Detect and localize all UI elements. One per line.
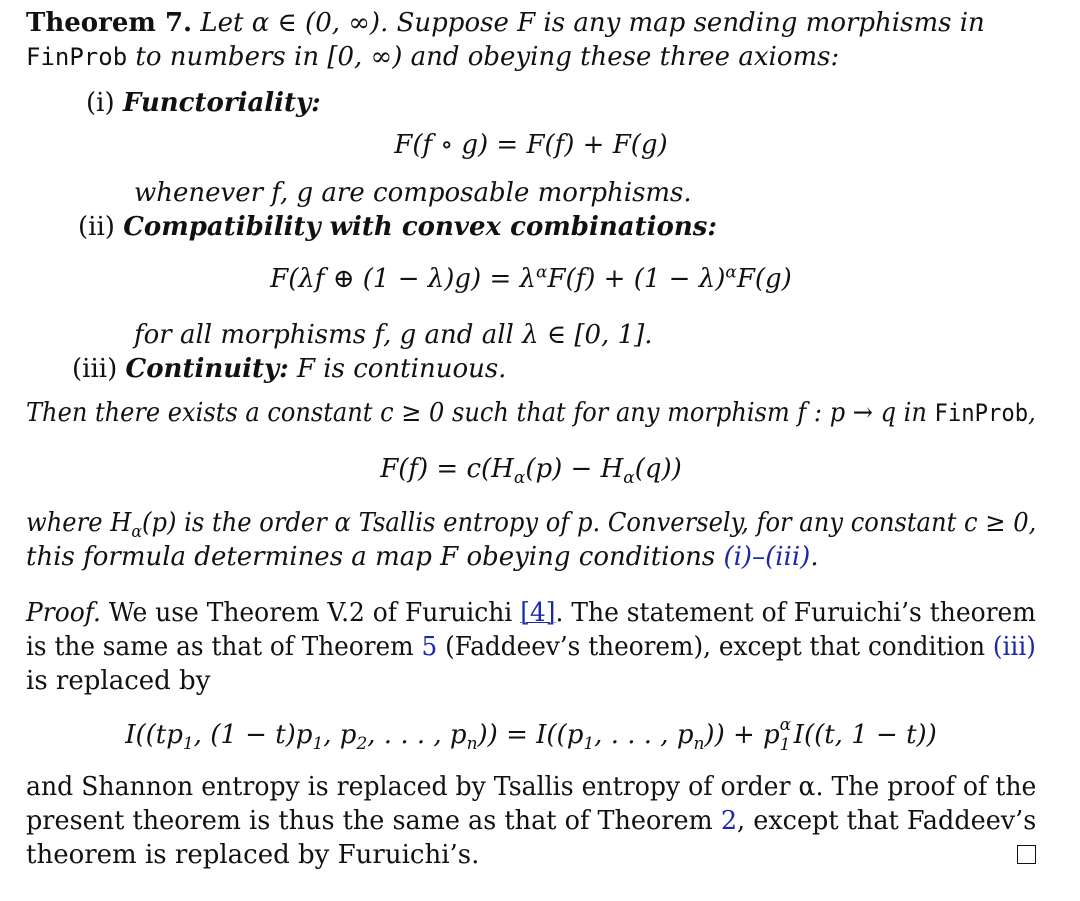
condition-iii-link[interactable]: (iii) [992,632,1036,662]
qed-square-icon [1017,845,1036,864]
theorem-line-2 [26,40,839,74]
equation-functoriality: F(f ∘ g) = F(f) + F(g) [394,130,668,160]
eq4-part: I((tp [125,720,183,750]
where-text: (p) is the order α Tsallis entropy of p. Conversely, for any constant c ≥ 0, [142,508,1037,538]
where-sub: α [131,522,143,543]
theorem-2-link[interactable]: 2 [720,806,738,836]
eq4-part: , . . . , p [367,720,467,750]
proof-text: present theorem is thus the same as that of Theorem [26,806,721,836]
eq4-sub: n [466,734,478,755]
axiom-ii [78,210,717,244]
eq4-sub: 1 [182,734,194,755]
finprob-term: FinProb [934,399,1029,427]
theorem-5-link[interactable]: 5 [421,632,438,662]
last-end: . [810,542,819,572]
theorem-heading: Theorem 7. [26,8,193,38]
proof-text: . The statement of Furuichi’s theorem [555,598,1036,628]
eq4-part: )) + p [704,720,780,750]
equation-entropy-difference [26,452,1036,489]
proof-line-3: is replaced by [26,666,211,696]
eq4-sub: 1 [312,734,324,755]
axiom-title: Continuity: [125,354,289,384]
eq4-sub: 2 [356,734,368,755]
proof-line-2 [26,630,1036,664]
eq2-part: F(f) + (1 − λ) [547,264,726,294]
proof-text: , except that Faddeev’s [737,806,1037,836]
proof-text: (Faddeev’s theorem), except that condition [437,632,993,662]
eq4-sub: n [693,734,705,755]
axiom-number: (iii) [72,354,118,384]
citation-link[interactable]: [4] [520,598,556,628]
axiom-number: (i) [86,88,115,118]
conclusion-text: Then there exists a constant c ≥ 0 such that for any morphism f : p → q in [26,398,935,428]
theorem-where [26,506,1037,543]
axiom-text: F is continuous. [288,354,507,384]
axiom-i-note: whenever f, g are composable morphisms. [134,178,692,208]
finprob-term: FinProb [26,43,128,71]
proof-line-1 [26,596,1036,630]
eq2-part: F(g) [736,264,792,294]
eq3-part: (q)) [634,454,682,484]
proof-text: is the same as that of Theorem [26,632,422,662]
axiom-title: Compatibility with convex combinations: [123,212,717,242]
eq4-part: I((t, 1 − t)) [793,720,937,750]
theorem-intro: Let α ∈ (0, ∞). Suppose F is any map sending morphisms in [200,8,985,38]
eq4-sub: 1 [779,735,791,755]
proof-text: We use Theorem V.2 of Furuichi [100,598,521,628]
proof-label: Proof. [26,598,101,628]
theorem-intro-rest: to numbers in [0, ∞) and obeying these three axioms: [127,42,840,72]
eq2-sup: α [725,262,737,283]
eq3-part: F(f) = c(H [380,454,514,484]
axiom-number: (ii) [78,212,115,242]
equation-convex [26,262,1036,296]
eq4-script [779,715,794,755]
theorem-line-1 [26,6,985,40]
proof-line-5 [26,804,1036,838]
eq4-part: )) = I((p [477,720,584,750]
eq4-part: , (1 − t)p [193,720,313,750]
axiom-i [86,86,321,120]
conditions-link[interactable]: (i)–(iii) [723,542,811,572]
axiom-ii-note: for all morphisms f, g and all λ ∈ [0, 1]. [134,320,653,350]
equation-furuichi [26,715,1036,755]
where-text: where H [26,508,132,538]
eq4-sub: 1 [583,734,595,755]
eq4-part: , . . . , p [594,720,694,750]
axiom-iii [72,352,506,386]
proof-line-6: theorem is replaced by Furuichi’s. [26,840,480,870]
proof-line-4: and Shannon entropy is replaced by Tsallis entropy of order α. The proof of the [26,772,1037,802]
theorem-conclusion [26,396,1036,430]
eq3-sub: α [623,468,635,489]
theorem-last-line [26,540,819,574]
eq2-sup: α [535,262,548,283]
eq2-part: F(λf ⊕ (1 − λ)g) = λ [270,264,536,294]
conclusion-end: , [1028,398,1036,428]
eq3-part: (p) − H [525,454,624,484]
eq3-sub: α [513,468,526,489]
last-text: this formula determines a map F obeying conditions [26,542,724,572]
eq4-sup: α [779,715,792,735]
eq4-part: , p [323,720,357,750]
axiom-title: Functoriality: [122,88,321,118]
